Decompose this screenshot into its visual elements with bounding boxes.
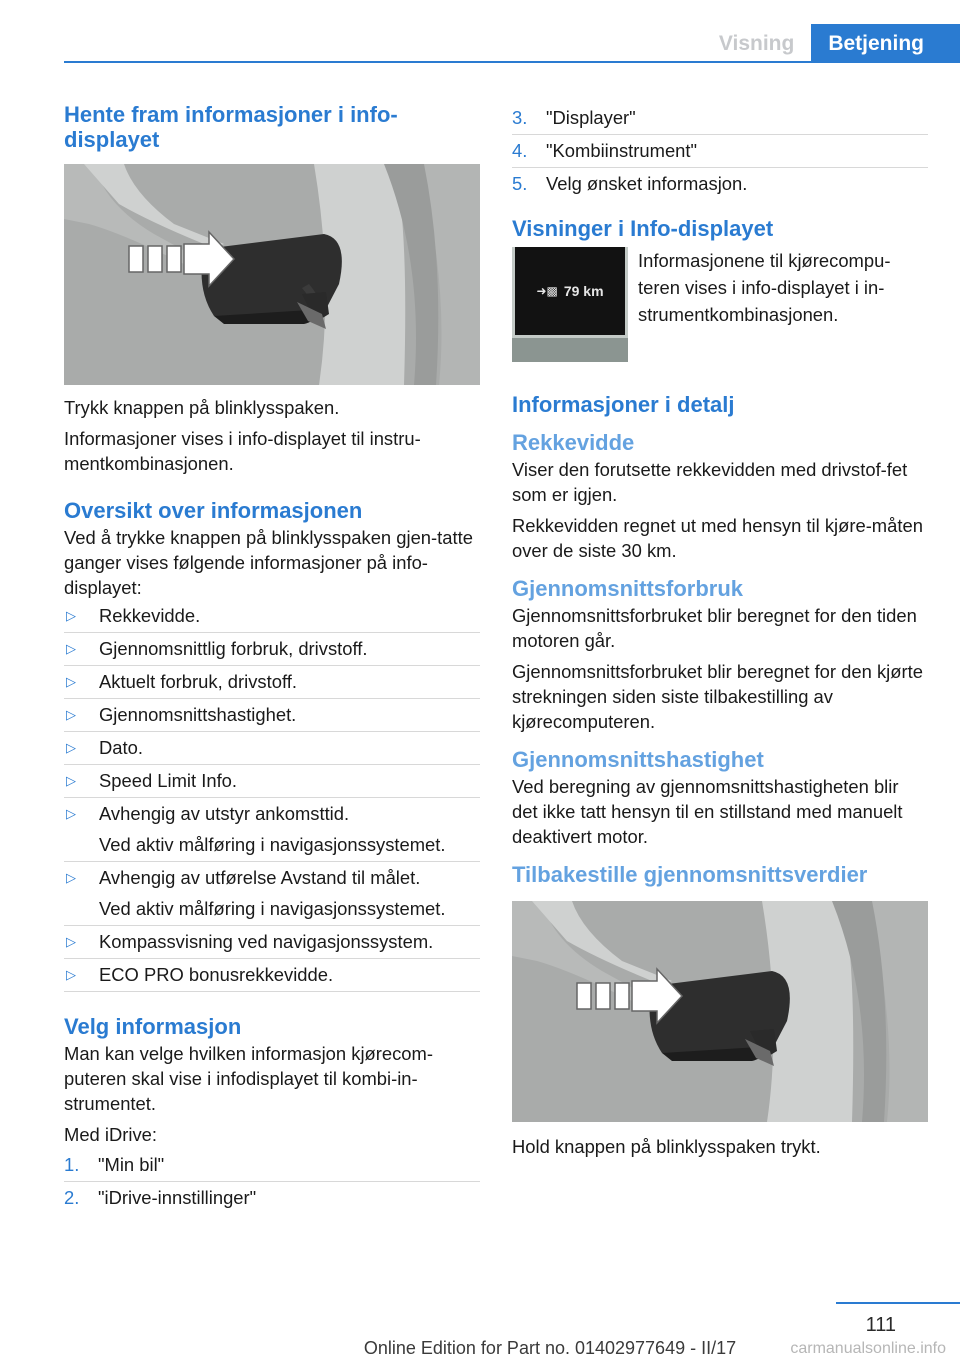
list-item-note: Ved aktiv målføring i navigasjonssystemet.: [99, 834, 446, 855]
heading-informasjoner-i-detalj: Informasjoner i detalj: [512, 392, 735, 417]
step-item: 3. "Displayer": [512, 102, 928, 135]
heading-rekkevidde: Rekkevidde: [512, 430, 635, 455]
paragraph: Viser den forutsette rekkevidden med drivstof-fet som er igjen.: [512, 459, 908, 505]
stalk-button-illustration: [64, 164, 480, 385]
heading-gjennomsnittsforbruk: Gjennomsnittsforbruk: [512, 576, 744, 601]
steps-list: [64, 1149, 480, 1214]
watermark: carmanualsonline.info: [790, 1340, 946, 1357]
heading-tilbakestille: Tilbakestille gjennomsnittsverdier: [512, 862, 868, 887]
left-column: [64, 102, 480, 1214]
list-item: ▷ Kompassvisning ved navigasjonssystem.: [64, 926, 480, 959]
list-item: ▷ Speed Limit Info.: [64, 765, 480, 798]
step-item: 1. "Min bil": [64, 1149, 480, 1182]
heading-gjennomsnittshastighet: Gjennomsnittshastighet: [512, 747, 764, 772]
header-tabs: [702, 24, 960, 63]
list-item: ▷ ECO PRO bonusrekkevidde.: [64, 959, 480, 992]
stalk-button-illustration: [512, 901, 928, 1122]
display-value: 79 km: [563, 283, 604, 299]
paragraph: Ved beregning av gjennomsnittshastigheten blir det ikke tatt hensyn til en stillstand med manuelt deaktivert motor.: [512, 776, 903, 847]
list-item: ▷ Gjennomsnittshastighet.: [64, 699, 480, 732]
paragraph: Med iDrive:: [64, 1124, 157, 1145]
steps-list: [512, 102, 928, 200]
step-item: 2. "iDrive-innstillinger": [64, 1187, 257, 1208]
step-item: 5. Velg ønsket informasjon.: [512, 173, 748, 194]
list-item-note: Ved aktiv målføring i navigasjonssystemet.: [99, 898, 446, 919]
paragraph: Ved å trykke knappen på blinklysspaken gjen-tatte ganger vises følgende informasjoner på info-displayet:: [64, 527, 473, 598]
info-display-screen: [512, 247, 628, 338]
tab-visning[interactable]: Visning: [718, 31, 795, 55]
step-item: 4. "Kombiinstrument": [512, 135, 928, 168]
heading-hente-fram: Hente fram informasjoner i info-displayet: [64, 102, 398, 152]
paragraph: Trykk knappen på blinklysspaken.: [64, 397, 340, 418]
paragraph: Rekkevidden regnet ut med hensyn til kjøre-måten over de siste 30 km.: [512, 515, 923, 561]
paragraph: Man kan velge hvilken informasjon kjørecom-puteren skal vise i infodisplayet til kombi-in-strumentet.: [64, 1043, 433, 1114]
paragraph: Gjennomsnittsforbruket blir beregnet for den tiden motoren går.: [512, 605, 917, 651]
list-item: ▷ Avhengig av utførelse Avstand til målet. Ved aktiv målføring i navigasjonssystemet.: [64, 862, 480, 926]
paragraph: Informasjoner vises i info-displayet til instru-mentkombinasjonen.: [64, 428, 421, 474]
paragraph: Informasjonene til kjørecompu-teren vises i info-displayet i in-strumentkombinasjonen.: [638, 250, 891, 325]
header-rule: [64, 61, 960, 63]
fuel-range-icon: ➜▩: [536, 284, 558, 298]
footer-rule: [836, 1302, 960, 1304]
heading-visninger: Visninger i Info-displayet: [512, 216, 774, 241]
tab-betjening[interactable]: Betjening: [811, 24, 960, 63]
list-item: ▷ Rekkevidde.: [64, 600, 480, 633]
info-list: [64, 600, 480, 992]
paragraph: Hold knappen på blinklysspaken trykt.: [512, 1136, 821, 1157]
page-number: 111: [865, 1314, 896, 1336]
paragraph: Gjennomsnittsforbruket blir beregnet for den kjørte strekningen siden siste tilbakestilling av kjørecomputeren.: [512, 661, 923, 732]
heading-velg-informasjon: Velg informasjon: [64, 1014, 242, 1039]
right-column: [512, 102, 928, 1165]
heading-oversikt: Oversikt over informasjonen: [64, 498, 363, 523]
list-item: ▷ Avhengig av utstyr ankomsttid. Ved aktiv målføring i navigasjonssystemet.: [64, 798, 480, 862]
display-row: [512, 247, 928, 362]
list-item: ▷ Aktuelt forbruk, drivstoff.: [64, 666, 480, 699]
info-display-image: [512, 247, 628, 362]
edition-note: Online Edition for Part no. 01402977649 - II/17: [363, 1338, 737, 1358]
list-item: ▷ Dato.: [64, 732, 480, 765]
list-item: ▷ Gjennomsnittlig forbruk, drivstoff.: [64, 633, 480, 666]
display-description: [628, 247, 928, 362]
